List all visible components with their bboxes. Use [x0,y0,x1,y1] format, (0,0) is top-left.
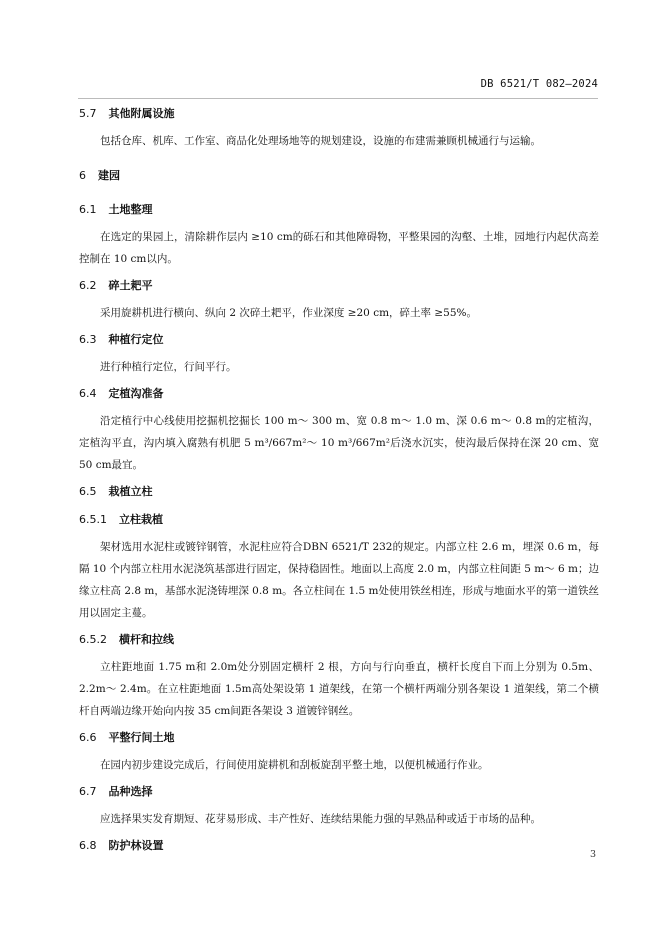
section-paragraph: 应选择果实发育期短、花芽易形成、丰产性好、连续结果能力强的早熟品种或适于市场的品种。 [100,813,541,825]
section-number: 6.1 [79,203,97,216]
chapter-heading [79,168,599,184]
document-code: DB 6521/T 082—2024 [480,78,598,90]
section-heading [79,332,599,348]
section-number: 5.7 [79,107,97,120]
section-number: 6.3 [79,333,97,346]
section-title: 定植沟准备 [108,387,164,400]
section-number: 6.7 [79,785,97,798]
section-paragraph: 沿定植行中心线使用挖掘机挖掘长 100 m～ 300 m、宽 0.8 m～ 1.0 m、深 0.6 m～ 0.8 m的定植沟，定植沟平直，沟内填入腐熟有机肥 5 m³/667m²～ 10 m³/667m²后浇水沉实，使沟最后保持在深 20 cm、宽 50 cm最宜。 [79,415,599,471]
section-number: 6.5.2 [79,633,107,646]
section-paragraph: 进行种植行定位，行间平行。 [100,361,237,373]
page-content [79,106,599,854]
header-divider [78,98,598,99]
section-title: 立柱栽植 [119,513,163,526]
section-number: 6.2 [79,279,97,292]
section-paragraph: 采用旋耕机进行横向、纵向 2 次碎土耙平，作业深度 ≥20 cm，碎土率 ≥55%。 [100,307,477,319]
section-number: 6.5.1 [79,513,107,526]
section-paragraph: 在选定的果园上，清除耕作层内 ≥10 cm的砾石和其他障碍物，平整果园的沟壑、土堆，园地行内起伏高差控制在 10 cm以内。 [79,231,599,265]
section-heading [79,784,599,800]
section-heading [79,386,599,402]
section-title: 防护林设置 [108,839,164,852]
section-number: 6.5 [79,485,97,498]
section-heading [79,278,599,294]
section-title: 建园 [98,169,120,182]
section-heading [79,202,599,218]
subsection-heading [79,512,599,528]
section-number: 6.4 [79,387,97,400]
section-title: 土地整理 [108,203,153,216]
page-number: 3 [589,849,596,860]
section-title: 碎土耙平 [108,279,153,292]
section-title: 品种选择 [108,785,153,798]
section-title: 栽植立柱 [108,485,153,498]
section-paragraph: 在园内初步建设完成后，行间使用旋耕机和刮板旋刮平整土地，以便机械通行作业。 [100,759,489,771]
section-heading [79,730,599,746]
section-number: 6 [79,169,86,182]
section-title: 其他附属设施 [108,107,175,120]
section-number: 6.6 [79,731,97,744]
section-number: 6.8 [79,839,97,852]
section-heading [79,838,599,854]
section-heading [79,106,599,122]
section-title: 横杆和拉线 [119,633,174,646]
section-title: 平整行间土地 [108,731,175,744]
section-heading [79,484,599,500]
section-paragraph: 立柱距地面 1.75 m和 2.0m处分别固定横杆 2 根，方向与行向垂直，横杆长度自下而上分别为 0.5m、 2.2m～ 2.4m。在立柱距地面 1.5m高处架设第 1 道架线，在第一个横杆两端分别各架设 1 道架线，第二个横杆自两端边缘开始向内按 35 cm间距各架设 3 道镀锌钢丝。 [79,661,599,717]
section-title: 种植行定位 [108,333,164,346]
section-paragraph: 包括仓库、机库、工作室、商品化处理场地等的规划建设，设施的布建需兼顾机械通行与运输。 [100,135,541,147]
subsection-heading [79,632,599,648]
section-paragraph: 架材选用水泥柱或镀锌钢管，水泥柱应符合DBN 6521/T 232的规定。内部立柱 2.6 m，埋深 0.6 m，每隔 10 个内部立柱用水泥浇筑基部进行固定，保持稳固性。地面以上高度 2.0 m，内部立柱间距 5 m～ 6 m；边缘立柱高 2.8 m，基部水泥浇铸埋深 0.8 m。各立柱间在 1.5 m处使用铁丝相连，形成与地面水平的第一道铁丝用以固定主蔓。 [79,541,599,619]
